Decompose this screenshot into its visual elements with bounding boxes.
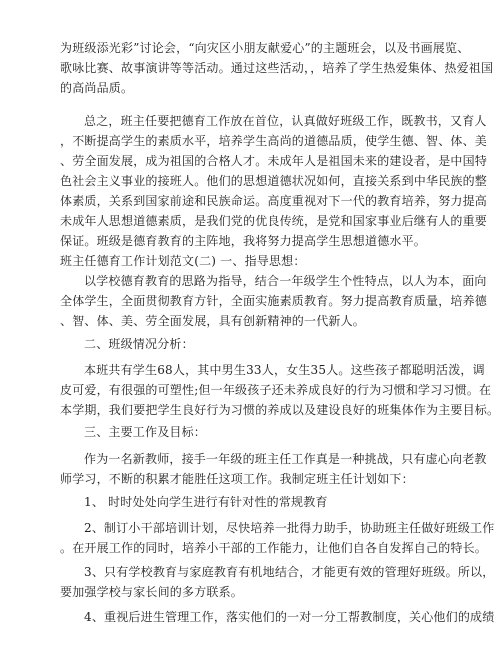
text-line: 色社会主义事业的接班人。他们的思想道德状况如何，直接关系到中华民族的整 [60,174,488,188]
text-line: 未成年人思想道德素质，是我们党的优良传统，是党和国家事业后继有人的重要 [60,214,488,228]
paragraph-start-line: 作为一名新教师，接手一年级的班主任工作真是一种挑战，只有虚心向老教 [84,452,487,466]
paragraph-start-line: 以学校德育教育的思路为指导，结合一年级学生个性特点，以人为本，面向 [84,274,487,288]
paragraph-start-line: 本班共有学生68人，其中男生33人，女生35人。这些孩子都聪明活泼，调 [84,363,485,377]
text-line: 全体学生，全面贯彻教育方针，全面实施素质教育。努力提高教育质量，培养德 [60,294,488,308]
text-line: 。在开展工作的同时，培养小干部的工作能力，让他们自各自发挥自己的特长。 [60,541,488,555]
text-line: 体素质，关系到国家前途和民族命运。高度重视对下一代的教育培养，努力提高 [60,194,488,208]
text-line: 保证。班级是德育教育的主阵地，我将努力提高学生思想道德水平。 [60,234,427,248]
text-line: 皮可爱，有很强的可塑性;但一年级孩子还未养成良好的行为习惯和学习习惯。在 [60,383,492,397]
text-line: 、智、体、美、劳全面发展，具有创新精神的一代新人。 [60,314,366,328]
text-line: 要加强学校与家长间的多方联系。 [60,585,244,599]
text-line: 歌咏比赛、故事演讲等等活动。通过这些活动，，培养了学生热爱集体、热爱祖国 [60,61,494,75]
section-heading: 二、班级情况分析： [84,337,194,351]
text-line: 、劳全面发展，成为祖国的合格人才。未成年人是祖国未来的建设者，是中国特 [60,154,488,168]
text-line: 师学习，不断的积累才能胜任这项工作。我制定班主任计划如下： [60,472,414,486]
section-heading-line: 班主任德育工作计划范文(二) 一、指导思想： [60,254,306,268]
text-line: 本学期，我们要把学生良好行为习惯的养成以及建设良好的班集体作为主要目标。 [60,403,500,417]
list-item: 1、 时时处处向学生进行有针对性的常规教育 [84,495,328,509]
list-item: 4、重视后进生管理工作，落实他们的一对一分工帮教制度，关心他们的成绩 [84,610,495,624]
text-line: 为班级添光彩”讨论会，“向灾区小朋友献爱心”的主题班会，以及书画展览、 [60,41,470,55]
list-item: 3、只有学校教育与家庭教育有机地结合，才能更有效的管理好班级。所以， [84,565,495,579]
text-line: 的高尚品质。 [60,81,134,95]
text-line: ，不断提高学生的素质水平，培养学生高尚的道德品质，使学生德、智、体、美 [60,134,488,148]
list-item: 2、制订小干部培训计划，尽快培养一批得力助手，协助班主任做好班级工作 [84,521,495,535]
paragraph-start-line: 总之，班主任要把德育工作放在首位，认真做好班级工作，既教书，又育人 [84,114,487,128]
section-heading: 三、主要工作及目标： [84,425,207,439]
